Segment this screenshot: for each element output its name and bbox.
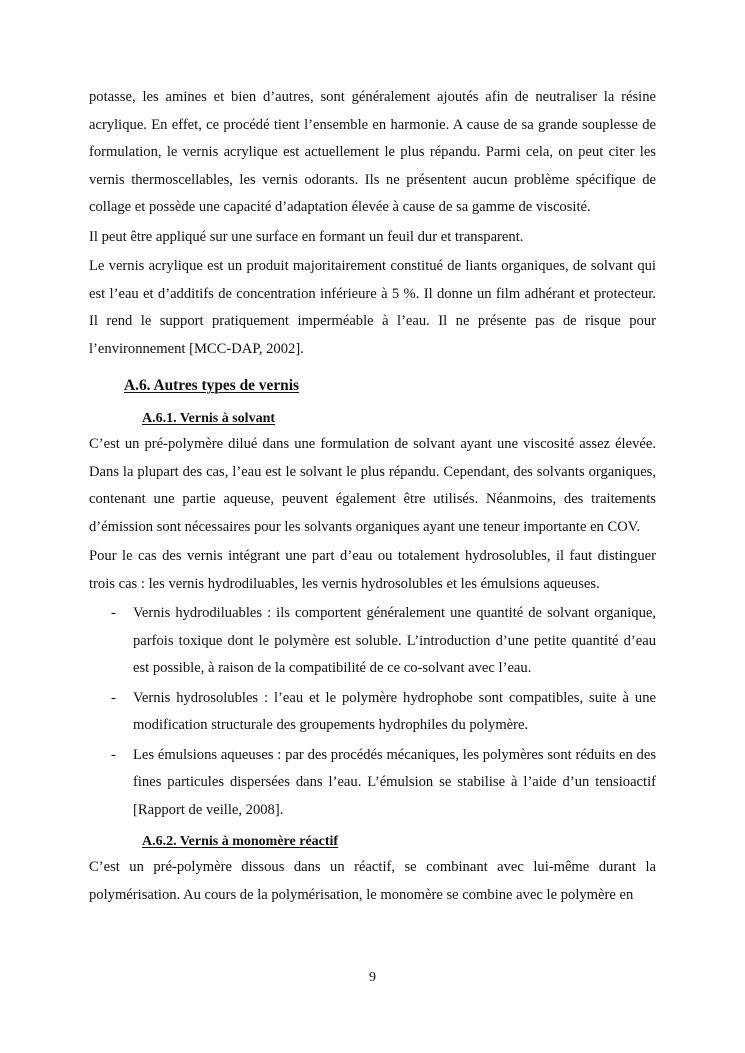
bullet-list — [89, 600, 656, 824]
paragraph: Le vernis acrylique est un produit majoritairement constitué de liants organiques, de solvant qui est l’eau et d’additifs de concentration inférieure à 5 %. Il donne un film adhérant et protecteur. Il rend le support pratiquement imperméable à l’eau. Il ne présente pas de risque pour l’environnement [MCC-DAP, 2002]. — [89, 258, 656, 357]
page-body — [89, 84, 656, 911]
list-item-text: Les émulsions aqueuses : par des procédés mécaniques, les polymères sont réduits en des fines particules dispersées dans l’eau. L’émulsion se stabilise à l’aide d’un tensioactif [Rapport de veille, 2008]. — [133, 746, 656, 818]
page-number: 9 — [369, 970, 376, 985]
list-item — [89, 685, 656, 740]
list-item — [89, 600, 656, 683]
dash-bullet: - — [111, 689, 116, 706]
subsection-heading-a61-text: A.6.1. Vernis à solvant — [142, 411, 276, 426]
paragraph: Il peut être appliqué sur une surface en formant un feuil dur et transparent. — [89, 228, 524, 245]
dash-bullet: - — [111, 605, 116, 621]
dash-bullet: - — [111, 746, 116, 763]
paragraph: potasse, les amines et bien d’autres, sont généralement ajoutés afin de neutraliser la résine acrylique. En effet, ce procédé tient l’ensemble en harmonie. A cause de sa grande souplesse de formulation, le vernis acrylique est actuellement le plus répandu. Parmi cela, on peut citer les vernis thermoscellables, les vernis odorants. Ils ne présentent aucun problème spécifique de collage et possède une capacité d’adaptation élevée à cause de sa gamme de viscosité. — [89, 89, 656, 215]
subsection-heading-a62-text: A.6.2. Vernis à monomère réactif — [142, 834, 339, 849]
paragraph: C’est un pré-polymère dissous dans un réactif, se combinant avec lui-même durant la polymérisation. Au cours de la polymérisation, le monomère se combine avec le polymère en — [89, 859, 656, 903]
section-heading-a6-text: A.6. Autres types de vernis — [124, 377, 299, 394]
subsection-heading-a62 — [142, 830, 656, 854]
list-item-text: Vernis hydrodiluables : ils comportent généralement une quantité de solvant organique, parfois toxique dont le polymère est soluble. L’introduction d’une petite quantité d’eau est possible, à raison de la compatibilité de ce co-solvant avec l’eau. — [133, 605, 656, 676]
list-item-text: Vernis hydrosolubles : l’eau et le polymère hydrophobe sont compatibles, suite à une modification structurale des groupements hydrophiles du polymère. — [133, 689, 656, 733]
subsection-heading-a61 — [142, 407, 656, 431]
list-item — [89, 742, 656, 825]
paragraph: Pour le cas des vernis intégrant une part d’eau ou totalement hydrosolubles, il faut distinguer trois cas : les vernis hydrodiluables, les vernis hydrosolubles et les émulsions aqueuses. — [89, 548, 656, 592]
paragraph: C’est un pré-polymère dilué dans une formulation de solvant ayant une viscosité assez élevée. Dans la plupart des cas, l’eau est le solvant le plus répandu. Cependant, des solvants organiques, contenant une partie aqueuse, peuvent également être utilisés. Néanmoins, des traitements d’émission sont nécessaires pour les solvants organiques ayant une teneur importante en COV. — [89, 436, 656, 535]
section-heading-a6 — [124, 373, 656, 399]
